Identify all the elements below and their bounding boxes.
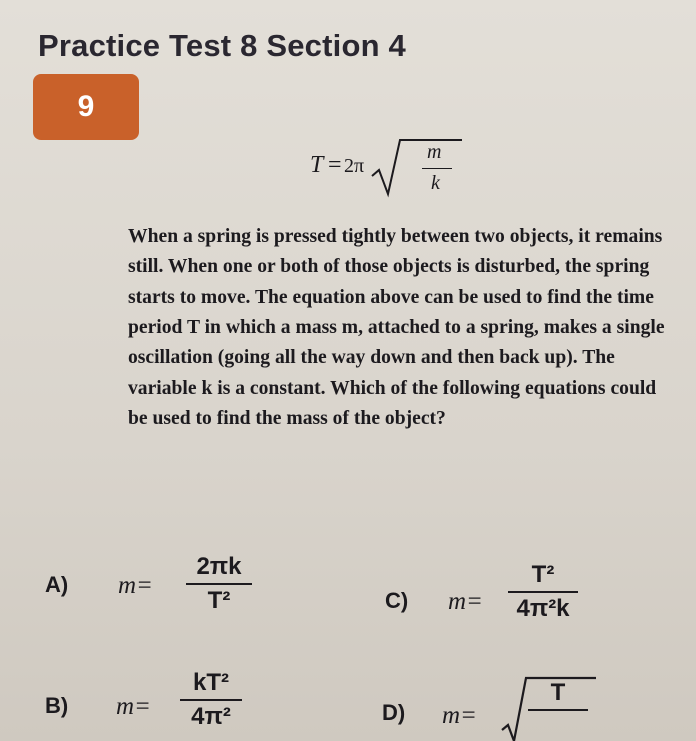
equation-equals: = <box>328 152 342 178</box>
option-d-numerator: T <box>550 679 566 706</box>
option-c-numerator: T² <box>531 561 555 588</box>
option-c-letter[interactable]: C) <box>385 588 409 613</box>
option-b-fraction-bar <box>180 699 242 701</box>
equation-numerator: m <box>427 141 442 163</box>
period-equation <box>310 130 510 210</box>
option-b-fraction <box>180 670 242 731</box>
option-a-letter[interactable]: A) <box>45 572 69 597</box>
square-root-icon <box>370 132 470 202</box>
option-c-denominator: 4π²k <box>516 595 570 623</box>
option-c-lhs: m= <box>448 588 483 615</box>
passage-text: When a spring is pressed tightly between two objects, it remains still. When one or both of those objects is disturbed, the spring starts to move. The equation above can be used to find the time period T in which a mass m, attached to a spring, makes a single oscillation (going all the way down and then back up). The variable k is a constant. Which of the following equations could be used to find the mass of the object? <box>128 226 665 430</box>
option-b-letter[interactable]: B) <box>45 693 69 718</box>
option-c-fraction-bar <box>508 591 578 593</box>
option-a-lhs: m= <box>118 572 153 599</box>
equation-fraction-bar <box>422 168 452 169</box>
equation-coefficient: 2π <box>344 155 365 177</box>
option-a-denominator: T² <box>207 587 231 615</box>
option-b-denominator: 4π² <box>191 703 231 731</box>
option-a-fraction <box>186 554 252 615</box>
option-a-numerator: 2πk <box>196 553 242 580</box>
option-d-fraction-bar <box>528 709 588 711</box>
option-d-letter[interactable]: D) <box>382 700 406 725</box>
option-c-fraction <box>508 562 578 623</box>
option-b-numerator: kT² <box>193 669 229 696</box>
question-passage <box>128 222 676 435</box>
equation-denominator: k <box>431 172 440 194</box>
option-b-lhs: m= <box>116 693 151 720</box>
question-number: 9 <box>77 90 95 123</box>
equation-lhs: T <box>310 152 324 178</box>
option-d-lhs: m= <box>442 702 477 729</box>
option-a-fraction-bar <box>186 583 252 585</box>
question-number-badge <box>33 74 139 140</box>
option-d-fraction <box>528 680 588 714</box>
section-title: Practice Test 8 Section 4 <box>38 28 406 63</box>
